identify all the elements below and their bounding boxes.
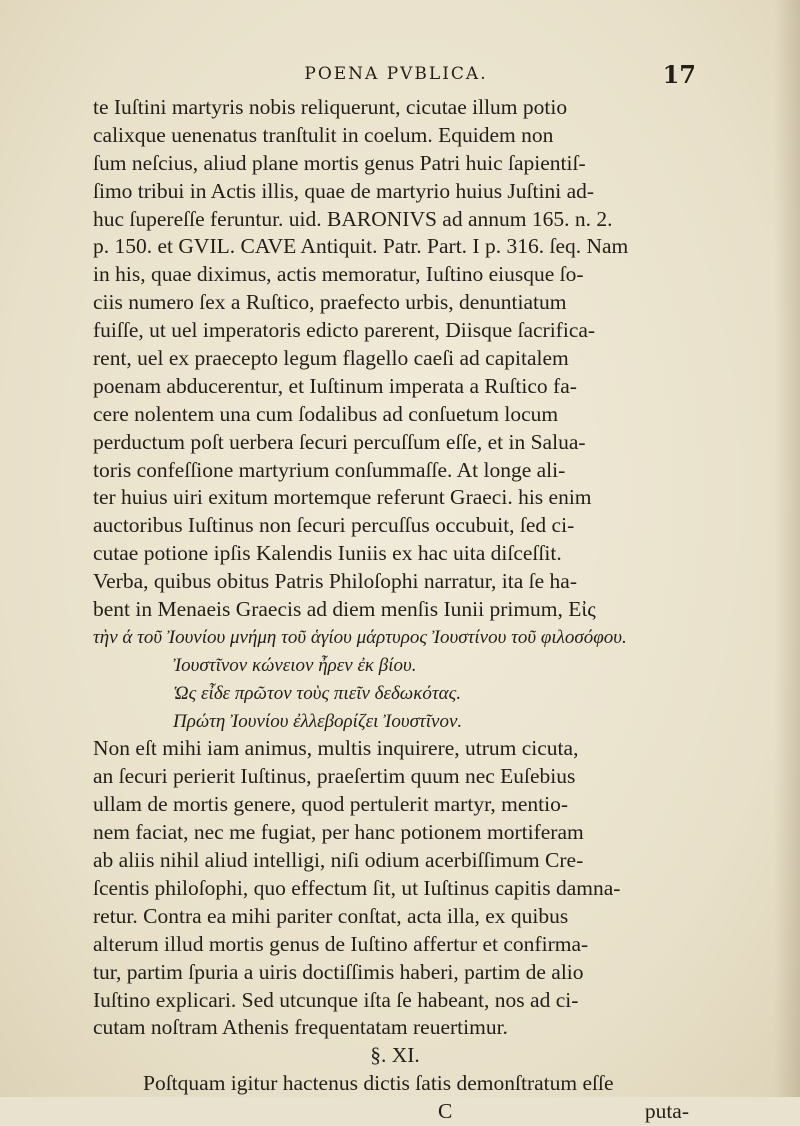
text-line: an ſecuri perierit Iuſtinus, praeſertim quum nec Euſebius — [93, 764, 576, 789]
text-line: Non eſt mihi iam animus, multis inquirere, utrum cicuta, — [93, 736, 579, 761]
signature-mark: C — [438, 1099, 453, 1124]
text-line: poenam abducerentur, et Iuſtinum imperata a Ruſtico fa- — [93, 373, 577, 398]
text-line: huc ſupereſſe feruntur. uid. BARONIVS ad annum 165. n. 2. — [93, 206, 613, 231]
text-line: calixque uenenatus tranſtulit in coelum. Equidem non — [93, 122, 554, 147]
text-line: ſimo tribui in Actis illis, quae de martyrio huius Juſtini ad- — [93, 178, 595, 203]
text-line: ciis numero ſex a Ruſtico, praefecto urbis, denuntiatum — [93, 290, 567, 315]
text-line: nem faciat, nec me fugiat, per hanc potionem mortiferam — [93, 820, 584, 845]
text-line: cere nolentem una cum ſodalibus ad conſuetum locum — [93, 401, 559, 426]
text-line: ab aliis nihil aliud intelligi, niſi odium acerbiſſimum Cre- — [93, 848, 584, 873]
running-head: POENA PVBLICA. — [304, 64, 488, 84]
text-line: Poſtquam igitur hactenus dictis ſatis demonſtratum eſſe — [143, 1071, 614, 1096]
text-line: fuiſſe, ut uel imperatoris edicto parerent, Diisque ſacrifica- — [93, 318, 596, 343]
text-line: te Iuſtini martyris nobis reliquerunt, cicutae illum potio — [93, 95, 568, 119]
text-line: cutae potione ipſis Kalendis Iuniis ex hac uita diſceſſit. — [93, 541, 562, 566]
text-line: ſum neſcius, aliud plane mortis genus Patri huic ſapientiſ- — [93, 150, 586, 175]
text-line: Iuſtino explicari. Sed utcunque iſta ſe habeant, nos ad ci- — [93, 987, 579, 1012]
greek-verse: Ἰουστῖνον κώνειον ἦρεν ἐκ βίου. — [173, 654, 417, 676]
text-line: tur, partim ſpuria a uiris doctiſſimis haberi, partim de alio — [93, 959, 584, 984]
text-line: in his, quae diximus, actis memoratur, Iuſtino eiusque ſo- — [93, 262, 584, 287]
section-heading: §. XI. — [370, 1043, 420, 1068]
text-line: bent in Menaeis Graecis ad diem menſis Iunii primum, Εἰς — [93, 597, 596, 622]
text-line: ter huius uiri exitum mortemque referunt Graeci. his enim — [93, 485, 592, 510]
text-line: ſcentis philoſophi, quo effectum ſit, ut Iuſtinus capitis damna- — [93, 875, 621, 900]
greek-verse: Ὡς εἶδε πρῶτον τοὺς πιεῖν δεδωκότας. — [173, 682, 462, 704]
page-number: 17 — [662, 60, 696, 89]
text-line: toris confeſſione martyrium conſummaſſe. At longe ali- — [93, 457, 566, 482]
catchword: puta- — [644, 1099, 689, 1124]
text-line: auctoribus Iuſtinus non ſecuri percuſſus occubuit, ſed ci- — [93, 513, 575, 538]
text-line: rent, uel ex praecepto legum flagello caeſi ad capitalem — [93, 346, 569, 371]
text-line: retur. Contra ea mihi pariter conſtat, acta illa, ex quibus — [93, 903, 569, 928]
text-line: p. 150. et GVIL. CAVE Antiquit. Patr. Part. I p. 316. ſeq. Nam — [93, 234, 629, 259]
text-line: cutam noſtram Athenis frequentatam reuertimur. — [93, 1015, 508, 1040]
body-text — [93, 94, 697, 1126]
greek-line: τὴν ά τοῦ Ἰουνίου μνήμη τοῦ ἁγίου μάρτυρος Ἰουστίνου τοῦ φιλοσόφου. — [93, 626, 627, 648]
greek-verse: Πρώτη Ἰουνίου ἐλλεβορίζει Ἰουστῖνον. — [173, 710, 463, 732]
text-line: ullam de mortis genere, quod pertulerit martyr, mentio- — [93, 792, 568, 817]
page-edge-shadow — [774, 0, 800, 1097]
text-line: Verba, quibus obitus Patris Philoſophi narratur, ita ſe ha- — [93, 569, 578, 594]
page-header — [96, 58, 696, 90]
text-line: alterum illud mortis genus de Iuſtino affertur et confirma- — [93, 931, 589, 956]
page-footer — [93, 1098, 697, 1126]
text-line: perductum poſt uerbera ſecuri percuſſum eſſe, et in Salua- — [93, 429, 586, 454]
